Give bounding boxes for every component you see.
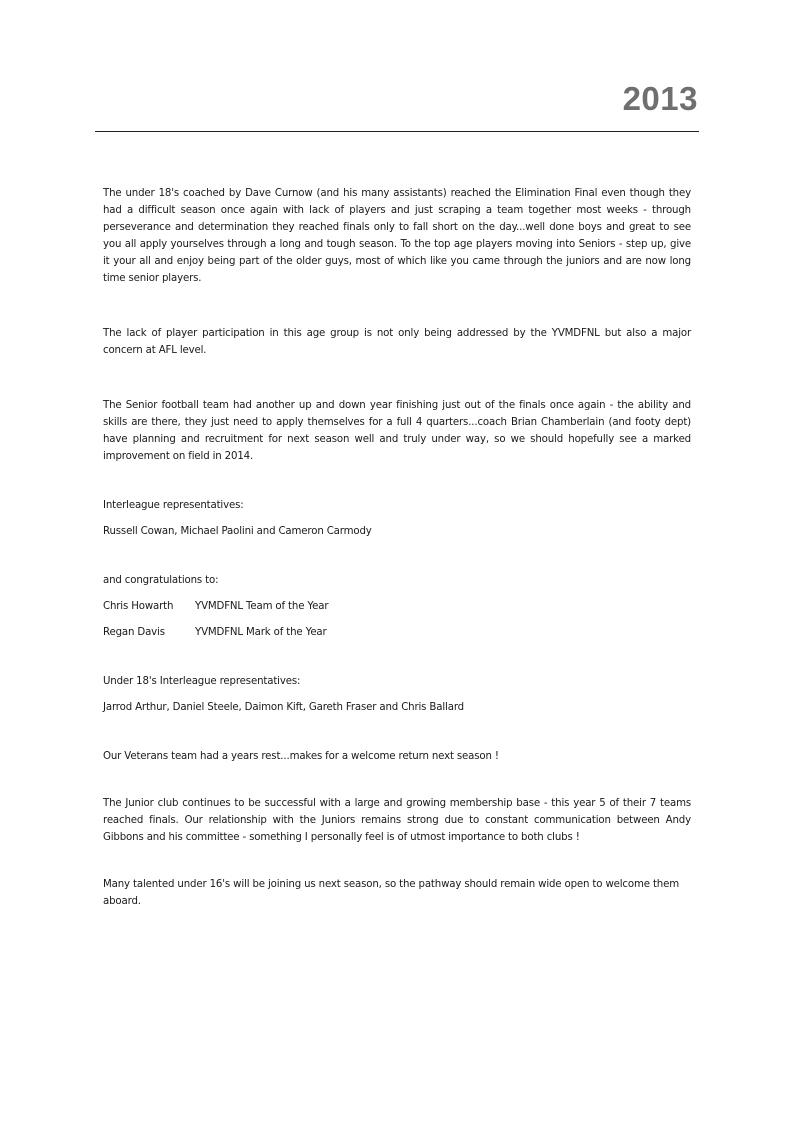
under18-interleague-names: Jarrod Arthur, Daniel Steele, Daimon Kift, Gareth Fraser and Chris Ballard bbox=[103, 702, 464, 713]
under18-paragraph: The under 18's coached by Dave Curnow (and his many assistants) reached the Elimination Final even though they had a difficult season once again with lack of players and just scraping a team together most weeks - through perseverance and determination they reached finals only to fall short on the day...well done boys and great to see you all apply yourselves through a long and tough season. To the top age players moving into Seniors - step up, give it your all and enjoy being part of the older guys, most of which like you came through the juniors and are now long time senior players. bbox=[103, 188, 691, 284]
award-title: YVMDFNL Team of the Year bbox=[195, 601, 329, 612]
congrats-heading: and congratulations to: bbox=[103, 575, 219, 586]
veterans-paragraph: Our Veterans team had a years rest...makes for a welcome return next season ! bbox=[103, 751, 499, 762]
award-recipient: Chris Howarth bbox=[103, 601, 174, 612]
seniors-paragraph: The Senior football team had another up and down year finishing just out of the finals once again - the ability and skills are there, they just need to apply themselves for a full 4 quarters...coach Brian Chamberlain (and footy dept) have planning and recruitment for next season well and truly under way, so we should hopefully see a marked improvement on field in 2014. bbox=[103, 400, 691, 462]
under16-paragraph: Many talented under 16's will be joining us next season, so the pathway should remain wide open to welcome them aboard. bbox=[103, 879, 679, 907]
participation-paragraph: The lack of player participation in this age group is not only being addressed by the YVMDFNL but also a major concern at AFL level. bbox=[103, 328, 691, 356]
header-divider bbox=[95, 131, 699, 132]
junior-club-paragraph: The Junior club continues to be successful with a large and growing membership base - this year 5 of their 7 teams reached finals. Our relationship with the Juniors remains strong due to constant communication between Andy Gibbons and his committee - something I personally feel is of utmost importance to both clubs ! bbox=[103, 798, 691, 843]
award-row bbox=[103, 598, 691, 615]
award-recipient: Regan Davis bbox=[103, 627, 165, 638]
award-row bbox=[103, 624, 691, 641]
page-year-heading: 2013 bbox=[622, 80, 698, 117]
under18-interleague-heading: Under 18's Interleague representatives: bbox=[103, 676, 301, 687]
report-body bbox=[103, 185, 691, 910]
interleague-heading: Interleague representatives: bbox=[103, 500, 244, 511]
award-title: YVMDFNL Mark of the Year bbox=[195, 627, 327, 638]
interleague-names: Russell Cowan, Michael Paolini and Cameron Carmody bbox=[103, 526, 372, 537]
